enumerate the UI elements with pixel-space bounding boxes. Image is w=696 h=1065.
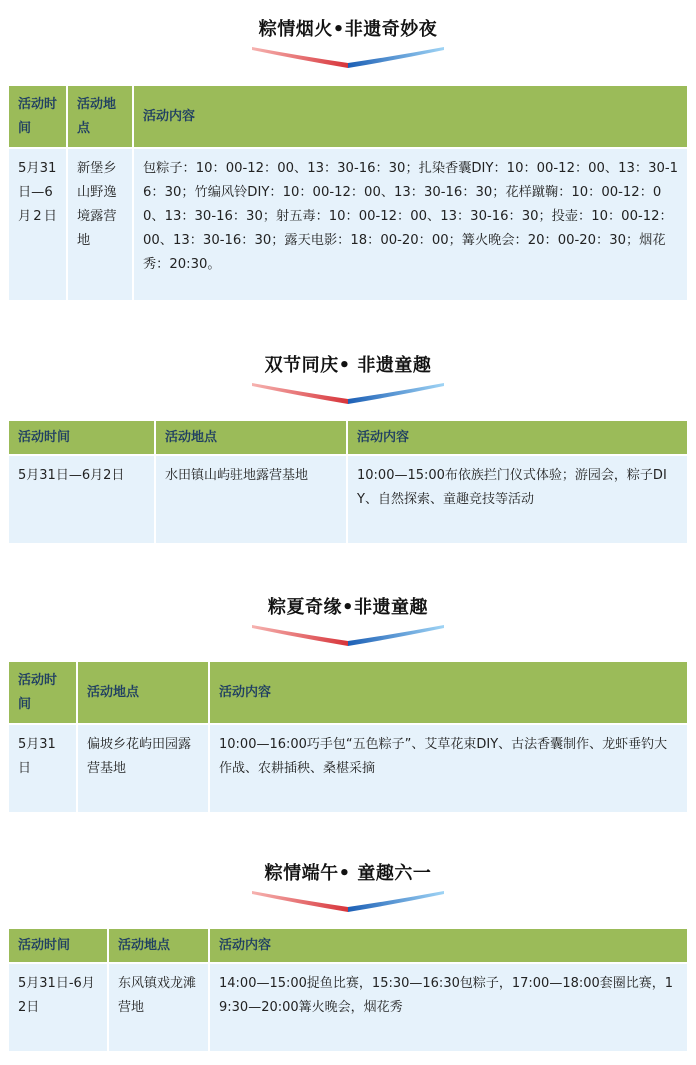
cell-content: 14:00—15:00捉鱼比赛，15:30—16:30包粽子，17:00—18:00套圈比赛，19:30—20:00篝火晚会，烟花秀 (209, 963, 687, 1051)
cell-time: 5月31日 (9, 724, 77, 812)
table-header-row (9, 662, 687, 724)
section-2-title: 双节同庆• 非遗童趣 (264, 355, 432, 376)
ribbon-banner-icon (250, 382, 446, 406)
header-content: 活动内容 (209, 929, 687, 963)
section-4-title: 粽情端午• 童趣六一 (264, 863, 432, 884)
header-content: 活动内容 (209, 662, 687, 724)
header-location: 活动地点 (67, 86, 133, 148)
cell-content: 10:00—15:00布依族拦门仪式体验；游园会，粽子DIY、自然探索、童趣竞技等活动 (347, 455, 687, 543)
header-content: 活动内容 (133, 86, 687, 148)
header-location: 活动地点 (77, 662, 209, 724)
section-3-table (9, 662, 687, 812)
table-header-row (9, 86, 687, 148)
ribbon-banner-icon (250, 890, 446, 914)
section-1-table (9, 86, 687, 300)
header-location: 活动地点 (108, 929, 209, 963)
ribbon-banner-icon (250, 46, 446, 70)
section-1-title: 粽情烟火•非遗奇妙夜 (258, 19, 438, 40)
cell-location: 新堡乡山野逸境露营地 (67, 148, 133, 300)
cell-location: 偏坡乡花屿田园露营基地 (77, 724, 209, 812)
table-row (9, 963, 687, 1051)
section-4-table (9, 929, 687, 1051)
cell-content: 包粽子：10：00-12：00、13：30-16：30；扎染香囊DIY：10：00-12：00、13：30-16：30；竹编风铃DIY：10：00-12：00、13：30-16：30；花样蹴鞠：10：00-12：00、13：30-16：30；射五毒：10：00-12：00、13：30-16：30；投壶：10：00-12：00、13：30-16：30；露天电影：18：00-20：00；篝火晚会：20：00-20：30；烟花秀：20:30。 (133, 148, 687, 300)
cell-content: 10:00—16:00巧手包“五色粽子”、艾草花束DIY、古法香囊制作、龙虾垂钓大作战、农耕插秧、桑椹采摘 (209, 724, 687, 812)
cell-time: 5月31日—6月2日 (9, 455, 155, 543)
header-time: 活动时间 (9, 662, 77, 724)
cell-location: 东风镇戏龙滩营地 (108, 963, 209, 1051)
table-row (9, 455, 687, 543)
cell-location: 水田镇山屿驻地露营基地 (155, 455, 347, 543)
header-time: 活动时间 (9, 929, 108, 963)
header-location: 活动地点 (155, 421, 347, 455)
section-2-table (9, 421, 687, 543)
header-content: 活动内容 (347, 421, 687, 455)
ribbon-banner-icon (250, 624, 446, 648)
cell-time: 5月31日-6月2日 (9, 963, 108, 1051)
section-3-title: 粽夏奇缘•非遗童趣 (267, 597, 428, 618)
table-row (9, 148, 687, 300)
header-time: 活动时间 (9, 421, 155, 455)
table-header-row (9, 929, 687, 963)
table-header-row (9, 421, 687, 455)
cell-time: 5月31日—6月2日 (9, 148, 67, 300)
table-row (9, 724, 687, 812)
header-time: 活动时间 (9, 86, 67, 148)
